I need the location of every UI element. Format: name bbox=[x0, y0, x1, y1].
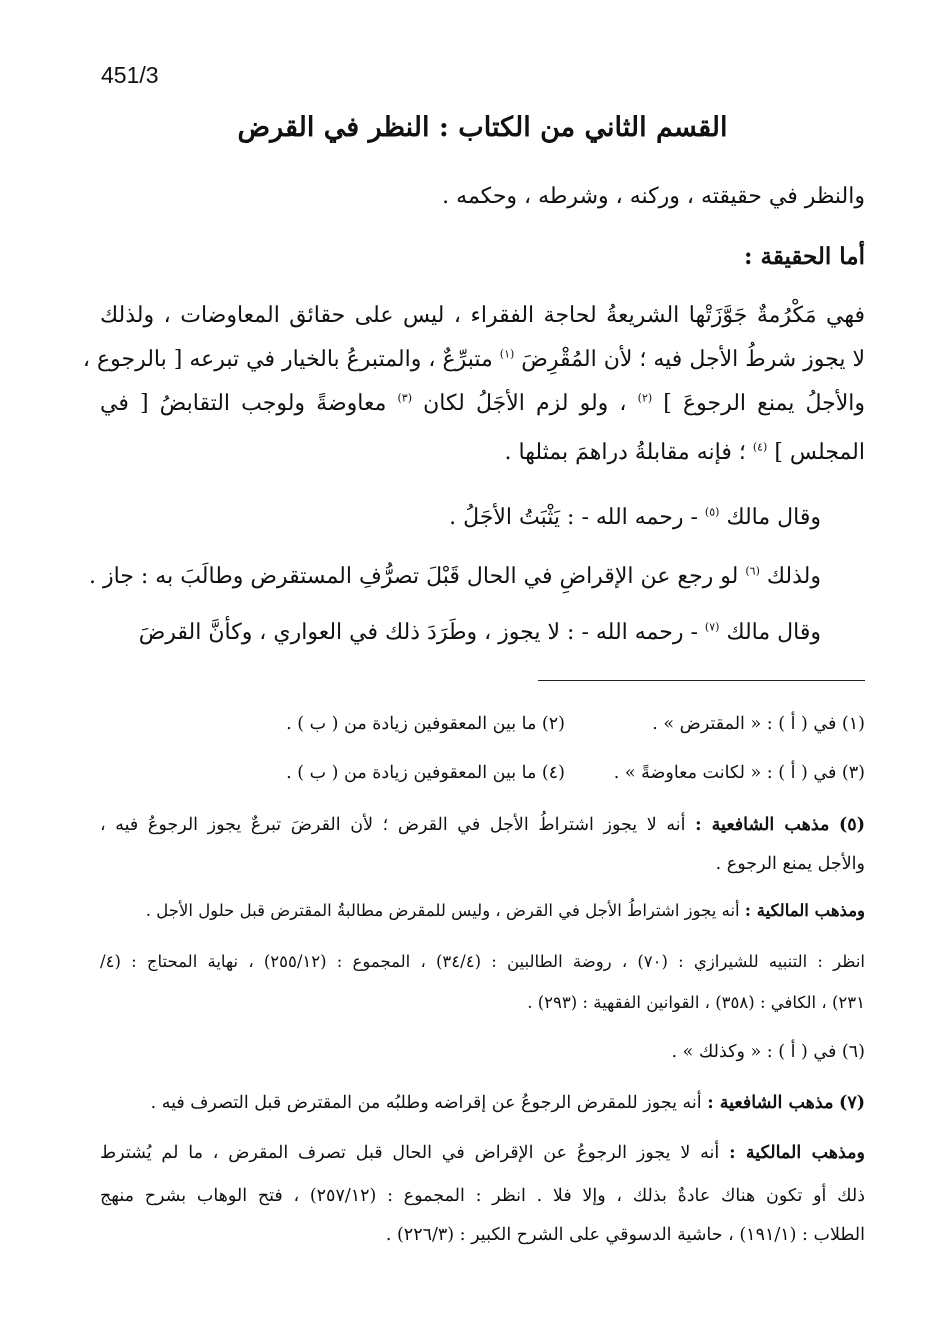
page-title: القسم الثاني من الكتاب : النظر في القرض bbox=[237, 112, 728, 143]
body-text: المجلس ] bbox=[774, 440, 865, 465]
footnote-5-ref-1: انظر : التنبيه للشيرازي : (٧٠) ، روضة الطالبين : (٣٤/٤) ، المجموع : (٢٥٥/١٢) ، نهاية المحتاج : (٤/ bbox=[100, 952, 865, 971]
footnote-label: ومذهب المالكية : bbox=[744, 901, 865, 920]
footnote-number: (٧) bbox=[839, 1093, 865, 1113]
footnote-7-maliki-line-1 bbox=[100, 1143, 865, 1163]
body-text: - رحمه الله - : يَثْبَتُ الأجَلُ . bbox=[449, 505, 698, 530]
footnote-7-maliki-line-3: الطلاب : (١٩١/١) ، حاشية الدسوقي على الشرح الكبير : (٢٢٦/٣) . bbox=[385, 1225, 865, 1245]
footnote-text: أنه يجوز للمقرض الرجوعُ عن إقراضه وطلبُه من المقترض قبل التصرف فيه . bbox=[150, 1093, 702, 1113]
footnote-ref-1[interactable]: (١) bbox=[499, 347, 515, 361]
footnote-number: (٥) bbox=[839, 815, 865, 835]
body-line-3 bbox=[100, 391, 865, 416]
body-text: معاوضةً ولوجب التقابضُ [ في bbox=[100, 391, 387, 416]
footnote-text: أنه لا يجوز الرجوعُ عن الإقراض في الحال قبل تصرف المقرض ، ما لم يُشترط bbox=[100, 1143, 720, 1163]
footnote-label: ومذهب المالكية : bbox=[729, 1143, 865, 1163]
body-line-2 bbox=[82, 347, 865, 372]
footnote-row-1-2 bbox=[100, 714, 865, 734]
body-text: متبرِّعٌ ، والمتبرعُ بالخيار في تبرعه [ بالرجوع ، bbox=[82, 347, 493, 372]
footnote-3: (٣) في ( أ ) : « لكانت معاوضةً » . bbox=[613, 763, 865, 783]
body-text: والأجلُ يمنع الرجوعَ ] bbox=[663, 391, 865, 416]
footnote-label: مذهب الشافعية : bbox=[695, 815, 830, 835]
body-text: ؛ فإنه مقابلةُ دراهمَ بمثلها . bbox=[504, 440, 746, 465]
footnote-6: (٦) في ( أ ) : « وكذلك » . bbox=[671, 1042, 865, 1062]
body-line-5 bbox=[100, 505, 865, 530]
footnote-ref-2[interactable]: (٢) bbox=[637, 391, 653, 405]
footnote-7-maliki-line-2: ذلك أو تكون هناك عادةٌ بذلك ، وإلا فلا . انظر : المجموع : (٢٥٧/١٢) ، فتح الوهاب بشرح منهج bbox=[100, 1186, 865, 1206]
footnote-ref-5[interactable]: (٥) bbox=[704, 505, 720, 519]
body-text: - رحمه الله - : لا يجوز ، وطَرَدَ ذلك في العواري ، وكأنَّ القرضَ bbox=[138, 620, 698, 645]
body-text: ، ولو لزم الأجَلُ لكان bbox=[423, 391, 627, 416]
footnote-label: مذهب الشافعية : bbox=[707, 1093, 834, 1113]
footnote-5-line-1 bbox=[100, 815, 865, 835]
page-number: 451/3 bbox=[101, 62, 159, 88]
footnote-5-line-2: والأجل يمنع الرجوع . bbox=[715, 854, 865, 874]
intro-line: والنظر في حقيقته ، وركنه ، وشرطه ، وحكمه . bbox=[442, 184, 865, 209]
body-text: ولذلك bbox=[766, 564, 821, 589]
footnote-ref-7[interactable]: (٧) bbox=[704, 620, 720, 634]
footnote-ref-6[interactable]: (٦) bbox=[745, 564, 760, 578]
body-line-1: فهي مَكْرُمةٌ جَوَّزَتْها الشريعةُ لحاجة الفقراء ، ليس على حقائق المعاوضات ، ولذلك bbox=[100, 303, 865, 328]
footnote-text: أنه يجوز اشتراطُ الأجل في القرض ، وليس للمقرض مطالبةُ المقترض قبل حلول الأجل . bbox=[145, 901, 740, 920]
body-line-4 bbox=[100, 440, 865, 465]
footnote-2: (٢) ما بين المعقوفين زيادة من ( ب ) . bbox=[286, 714, 565, 734]
footnote-ref-4[interactable]: (٤) bbox=[752, 440, 768, 454]
footnote-7-line-1 bbox=[100, 1093, 865, 1113]
footnote-separator bbox=[538, 680, 865, 681]
body-line-6 bbox=[88, 564, 865, 589]
body-text: وقال مالك bbox=[726, 620, 821, 645]
footnote-ref-3[interactable]: (٣) bbox=[397, 391, 413, 405]
body-text: لو رجع عن الإقراضِ في الحال قَبْلَ تصرُّفِ المستقرض وطالَبَ به : جاز . bbox=[88, 564, 739, 589]
footnote-5-maliki bbox=[100, 901, 865, 920]
footnote-text: أنه لا يجوز اشتراطُ الأجل في القرض ؛ لأن القرضَ تبرعٌ يجوز الرجوعُ فيه ، bbox=[100, 815, 686, 835]
footnote-row-3-4 bbox=[100, 763, 865, 783]
footnote-5-ref-2: ٢٣١) ، الكافي : (٣٥٨) ، القوانين الفقهية : (٢٩٣) . bbox=[527, 993, 865, 1012]
body-line-7 bbox=[100, 620, 865, 645]
body-text: لا يجوز شرطُ الأجل فيه ؛ لأن المُقْرِضَ bbox=[521, 347, 865, 372]
section-heading: أما الحقيقة : bbox=[743, 243, 865, 270]
footnote-4: (٤) ما بين المعقوفين زيادة من ( ب ) . bbox=[286, 763, 565, 783]
body-text: وقال مالك bbox=[726, 505, 821, 530]
footnote-1: (١) في ( أ ) : « المقترض » . bbox=[652, 714, 865, 734]
